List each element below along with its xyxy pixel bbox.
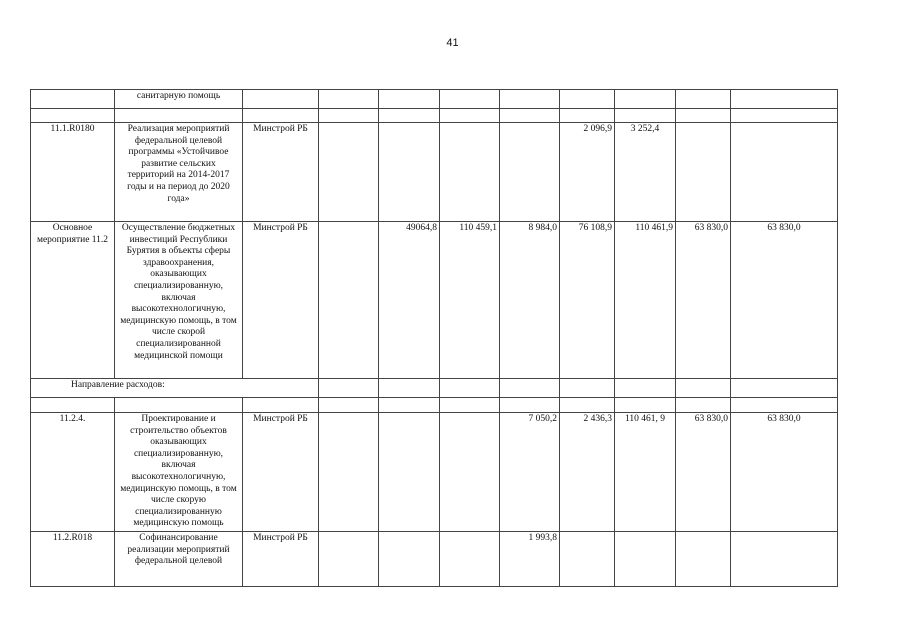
value-cell: 8 984,0 [500, 222, 560, 379]
value-cell: 2 436,3 [560, 413, 615, 532]
value-cell: 110 461, 9 [615, 413, 676, 532]
direction-label: Направление расходов: [31, 379, 319, 398]
value-cell: 3 252,4 [615, 123, 676, 222]
executor-cell: Минстрой РБ [243, 531, 319, 586]
value-cell: 63 830,0 [676, 413, 731, 532]
value-cell: 76 108,9 [560, 222, 615, 379]
table-row-spacer [31, 109, 838, 123]
value-cell: 63 830,0 [731, 413, 838, 532]
executor-cell: Минстрой РБ [243, 123, 319, 222]
value-cell: 110 461,9 [615, 222, 676, 379]
code-cell: 11.1.R0180 [31, 123, 115, 222]
budget-table [30, 89, 838, 587]
value-cell: 63 830,0 [731, 222, 838, 379]
table-row-spacer [31, 398, 838, 413]
value-cell: 110 459,1 [440, 222, 500, 379]
code-cell: 11.2.R018 [31, 531, 115, 586]
value-cell: 63 830,0 [676, 222, 731, 379]
value-cell: 2 096,9 [560, 123, 615, 222]
table-row-continuation [31, 90, 838, 109]
page-number: 41 [446, 37, 459, 49]
description-cell: Проектирование и строительство объектов оказывающих специализированную, включая высокотехнологичную, медицинскую помощь, в том числе скорую специализированную медицинскую помощь [115, 413, 243, 532]
executor-cell: Минстрой РБ [243, 413, 319, 532]
description-cell: Софинансирование реализации мероприятий федеральной целевой [115, 531, 243, 586]
value-cell: 49064,8 [379, 222, 440, 379]
table-row-11-2-4 [31, 413, 838, 532]
code-cell: Основное мероприятие 11.2 [31, 222, 115, 379]
executor-cell: Минстрой РБ [243, 222, 319, 379]
table-row-11-2-r018 [31, 531, 838, 586]
description-cell: санитарную помощь [115, 90, 243, 109]
value-cell: 1 993,8 [500, 531, 560, 586]
description-cell: Осуществление бюджетных инвестиций Республики Бурятия в объекты сферы здравоохранения, оказывающих специализированную, включая высокотехнологичную, медицинскую помощь, в том числе скорой специализированной медицинской помощи [115, 222, 243, 379]
code-cell: 11.2.4. [31, 413, 115, 532]
table-row-direction [31, 379, 838, 398]
value-cell: 7 050,2 [500, 413, 560, 532]
table-row-11-1-r0180 [31, 123, 838, 222]
description-cell: Реализация мероприятий федеральной целевой программы «Устойчивое развитие сельских территорий на 2014-2017 годы и на период до 2020 года» [115, 123, 243, 222]
table-row-main-11-2 [31, 222, 838, 379]
